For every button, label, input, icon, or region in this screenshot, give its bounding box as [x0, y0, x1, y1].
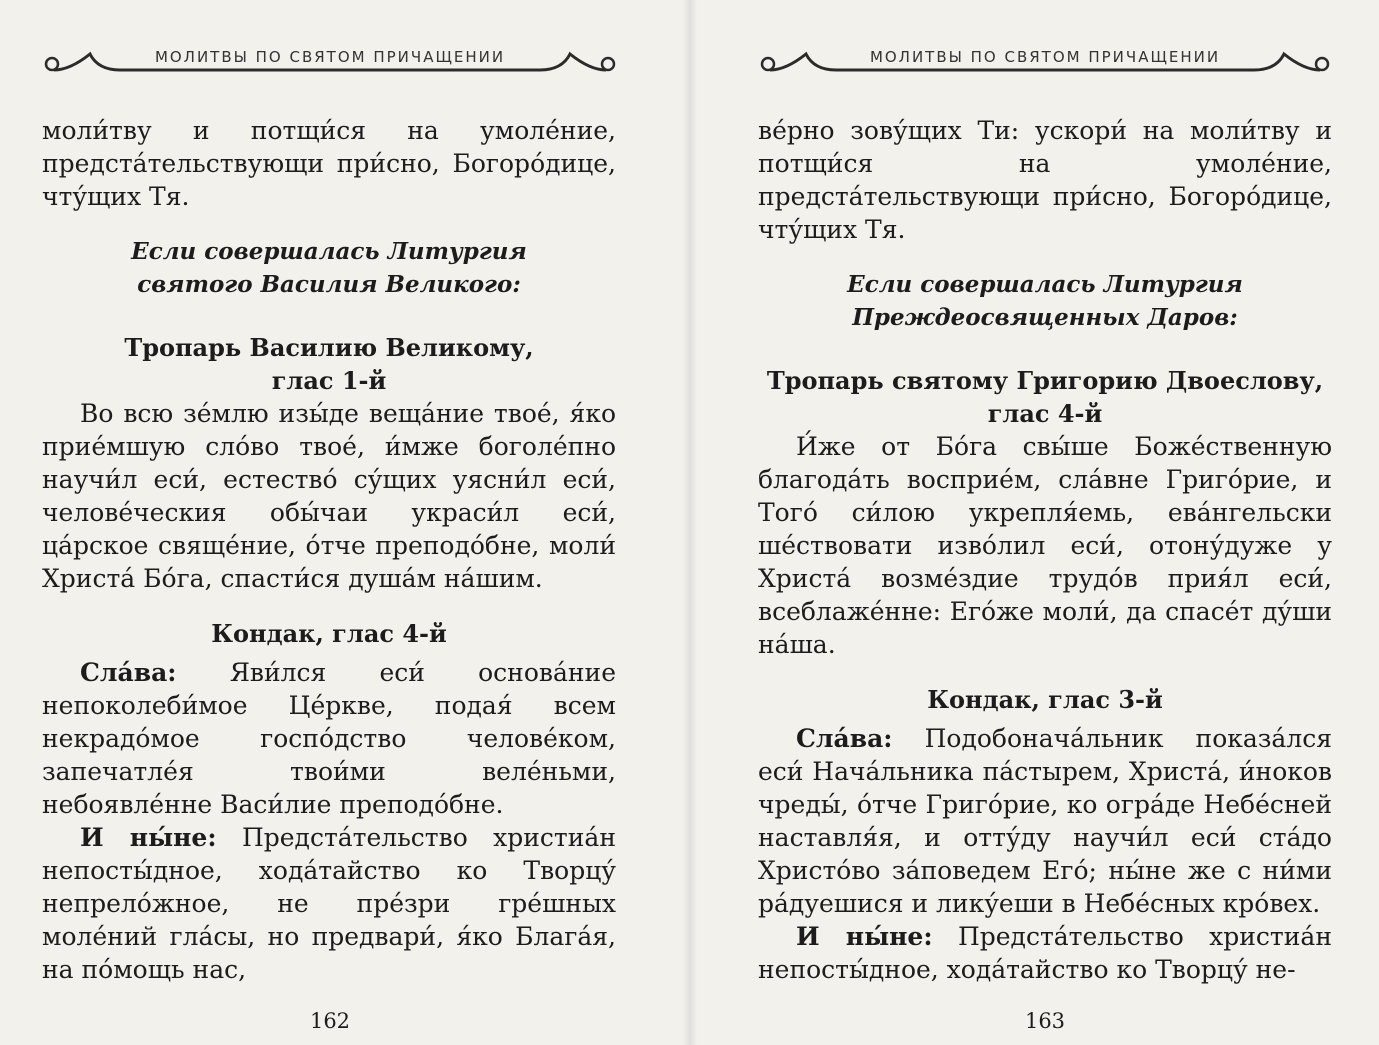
running-header [40, 40, 620, 80]
page-number: 163 [1024, 1009, 1066, 1033]
inyne-text: Предста́тельство христиа́н непосты́дное, хода́тайство ко Творцу́ не- [758, 922, 1332, 984]
slava-paragraph [42, 656, 616, 821]
continuation-text: моли́тву и потщи́ся на умоле́ние, предста́тельствующи при́сно, Богоро́дице, чту́щих Тя. [42, 116, 616, 211]
kontakion-heading: Кондак, глас 3-й [927, 685, 1163, 714]
heading-line: Тропарь святому Григорию Двоеслову, [766, 366, 1324, 395]
slava-lead: Сла́ва: [80, 658, 177, 687]
inyne-lead: И ны́не: [796, 922, 933, 951]
troparion-heading [758, 364, 1332, 430]
inyne-paragraph [758, 920, 1332, 986]
liturgy-rubric [758, 268, 1332, 334]
troparion-text: Во всю зе́млю изы́де веща́ние твое́, я́ко прие́мшую сло́во твое́, и́мже боголе́пно научи́л еси́, естество́ су́щих уясни́л еси́, челове́ческия обы́чаи украси́л еси́, ца́рское свяще́ние, о́тче преподо́бне, моли́ Христа́ Бо́га, спасти́ся душа́м на́шим. [42, 399, 616, 593]
rubric-line: Преждеосвященных Даров: [852, 304, 1238, 331]
troparion-text: И́же от Бо́га свы́ше Боже́ственную благода́ть восприе́м, сла́вне Григо́рие, и Того́ си́лою укрепля́емь, ева́нгельски ше́ствовати изво́лил еси́, отону́дуже у Христа́ возме́здие трудо́в прия́л еси́, всеблаже́нне: Его́же моли́, да спасе́т ду́ши на́ша. [758, 432, 1332, 659]
slava-text: Яви́лся еси́ основа́ние непоколеби́мое Це́ркве, подая́ всем некрадо́мое госпо́дство челове́ком, запечатле́я твои́ми веле́ньми, небоявле́нне Васи́лие преподо́бне. [42, 658, 616, 819]
right-page [756, 0, 1334, 1045]
rubric-line: Если совершалась Литургия [847, 271, 1243, 298]
slava-paragraph [758, 722, 1332, 920]
spacer [42, 595, 616, 617]
rubric-line: Если совершалась Литургия [131, 238, 527, 265]
troparion-heading [42, 331, 616, 397]
kontakion-heading: Кондак, глас 4-й [211, 619, 447, 648]
slava-text: Подобонача́льник показа́лся еси́ Нача́льника па́стырем, Христа́, и́ноков чреды́, о́тче Григо́рие, ко огра́де Небе́сней наставля́я, и отту́ду научи́л еси́ ста́до Христо́во за́поведем Его́; ны́не же с ни́ми ра́дуешися и лику́еши в Небе́сных кро́вех. [758, 724, 1332, 918]
left-page [40, 0, 620, 1045]
heading-line: глас 4-й [987, 399, 1103, 428]
heading-line: глас 1-й [271, 366, 387, 395]
continuation-text: ве́рно зову́щих Ти: ускори́ на моли́тву и потщи́ся на умоле́ние, предста́тельствующи при́сно, Богоро́дице, чту́щих Тя. [758, 116, 1332, 244]
header-title: МОЛИТВЫ ПО СВЯТОМ ПРИЧАЩЕНИИ [154, 48, 506, 66]
liturgy-rubric [42, 235, 616, 301]
right-page-body [758, 114, 1332, 986]
heading-line: Тропарь Василию Великому, [124, 333, 534, 362]
book-gutter [683, 0, 697, 1045]
running-header [756, 40, 1334, 80]
spacer [758, 661, 1332, 683]
page-number: 162 [309, 1009, 351, 1033]
inyne-lead: И ны́не: [80, 823, 217, 852]
rubric-line: святого Василия Великого: [137, 271, 521, 298]
inyne-paragraph [42, 821, 616, 986]
inyne-text: Предста́тельство христиа́н непосты́дное, хода́тайство ко Творцу́ непрело́жное, не пре́зри гре́шных моле́ний гла́сы, но предвари́, я́ко Блага́я, на по́мощь нас, [42, 823, 616, 984]
slava-lead: Сла́ва: [796, 724, 893, 753]
left-page-body [42, 114, 616, 986]
header-title: МОЛИТВЫ ПО СВЯТОМ ПРИЧАЩЕНИИ [869, 48, 1221, 66]
